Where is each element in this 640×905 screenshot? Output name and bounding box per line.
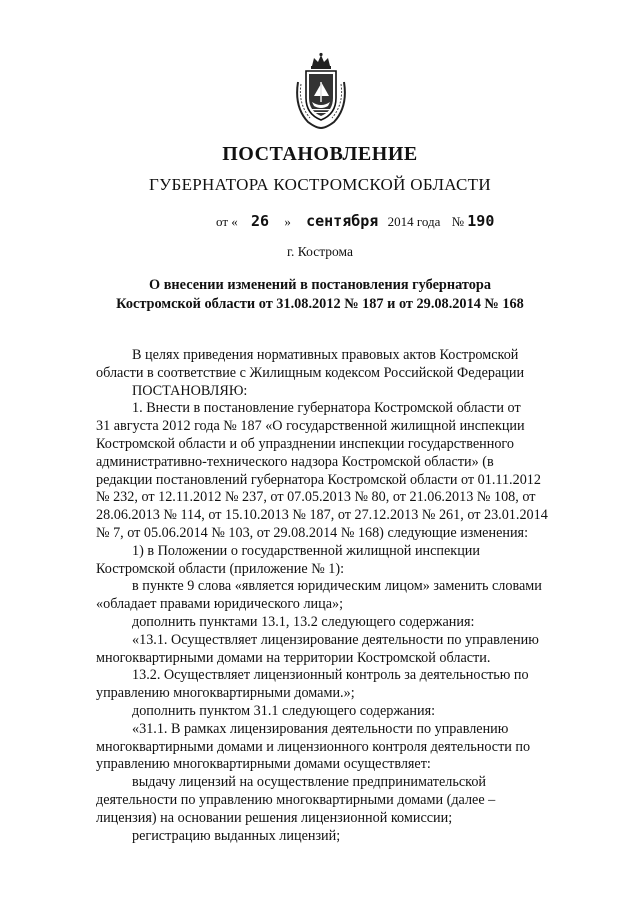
body-line: выдачу лицензий на осуществление предпринимательской bbox=[132, 774, 487, 791]
body-line: 13.2. Осуществляет лицензионный контроль за деятельностью по bbox=[132, 667, 529, 684]
body-line: в пункте 9 слова «является юридическим лицом» заменить словами bbox=[132, 578, 542, 595]
date-prefix: от « bbox=[216, 214, 238, 229]
body-line: «обладает правами юридического лица»; bbox=[96, 596, 344, 613]
body-line: № 232, от 12.11.2012 № 237, от 07.05.2013 № 80, от 21.06.2013 № 108, от bbox=[96, 489, 536, 506]
document-heading bbox=[0, 276, 640, 314]
heading-line: Костромской области от 31.08.2012 № 187 и от 29.08.2014 № 168 bbox=[116, 296, 524, 312]
body-line: В целях приведения нормативных правовых актов Костромской bbox=[132, 347, 519, 363]
date-line bbox=[216, 212, 494, 230]
body-line: № 7, от 05.06.2014 № 103, от 29.08.2014 № 168) следующие изменения: bbox=[96, 524, 529, 541]
body-line: управлению многоквартирными домами осуществляет: bbox=[96, 756, 431, 773]
body-line: регистрацию выданных лицензий; bbox=[132, 827, 341, 844]
heading-line: О внесении изменений в постановления губернатора bbox=[149, 277, 491, 293]
date-day: 26 bbox=[251, 212, 270, 230]
body-line: 31 августа 2012 года № 187 «О государственной жилищной инспекции bbox=[96, 418, 525, 435]
body-line: административно-технического надзора Костромской области» (в bbox=[96, 453, 494, 470]
body-line: области в соответствие с Жилищным кодексом Российской Федерации bbox=[96, 364, 525, 381]
number-sign: № bbox=[451, 214, 465, 229]
body-line: «31.1. В рамках лицензирования деятельности по управлению bbox=[132, 720, 509, 737]
date-year: 2014 года bbox=[387, 214, 441, 229]
body-line: Костромской области и об упразднении инспекции государственного bbox=[96, 435, 514, 452]
body-line: «13.1. Осуществляет лицензирование деятельности по управлению bbox=[132, 631, 539, 648]
document-title: ПОСТАНОВЛЕНИЕ bbox=[222, 143, 418, 165]
body-line: Костромской области (приложение № 1): bbox=[96, 560, 345, 577]
document-number: 190 bbox=[467, 212, 495, 230]
document-subtitle: ГУБЕРНАТОРА КОСТРОМСКОЙ ОБЛАСТИ bbox=[149, 175, 491, 194]
body-line: лицензия) на основании решения лицензионной комиссии; bbox=[96, 809, 453, 826]
body-line: ПОСТАНОВЛЯЮ: bbox=[132, 382, 248, 399]
body-line: дополнить пунктами 13.1, 13.2 следующего содержания: bbox=[132, 613, 475, 630]
body-line: редакции постановлений губернатора Костромской области от 01.11.2012 bbox=[96, 471, 541, 488]
body-line: многоквартирными домами и лицензионного контроля деятельности по bbox=[96, 738, 531, 755]
city: г. Кострома bbox=[287, 244, 353, 259]
date-month: сентября bbox=[306, 212, 379, 230]
body-line: деятельности по управлению многоквартирными домами (далее – bbox=[96, 791, 496, 808]
body-line: управлению многоквартирными домами.»; bbox=[96, 685, 355, 702]
document-body bbox=[96, 347, 583, 845]
body-line: дополнить пунктом 31.1 следующего содержания: bbox=[132, 702, 436, 719]
date-day-close: » bbox=[284, 214, 291, 229]
body-line: 28.06.2013 № 114, от 15.10.2013 № 187, от 27.12.2013 № 261, от 23.01.2014 bbox=[96, 507, 548, 524]
body-line: 1) в Положении о государственной жилищной инспекции bbox=[132, 542, 480, 559]
body-line: многоквартирными домами на территории Костромской области. bbox=[96, 649, 491, 666]
body-line: 1. Внести в постановление губернатора Костромской области от bbox=[132, 400, 521, 417]
coat-of-arms-icon bbox=[292, 52, 350, 130]
